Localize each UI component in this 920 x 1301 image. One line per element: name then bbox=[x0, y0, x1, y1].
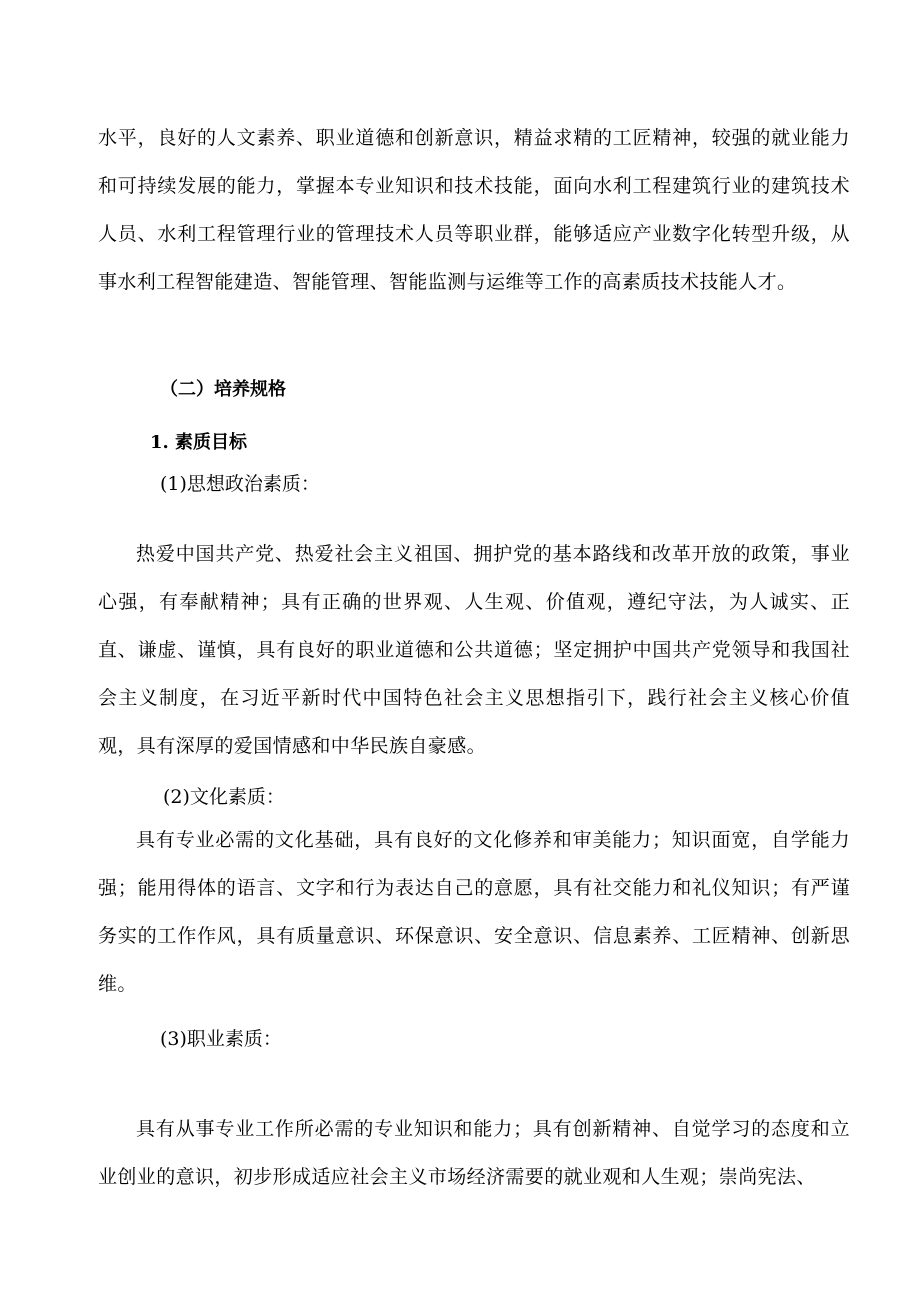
item-label-professional: (3)职业素质： bbox=[160, 1028, 282, 1050]
section-heading: （二）培养规格 bbox=[160, 379, 286, 400]
item-label-political: (1)思想政治素质： bbox=[160, 473, 320, 495]
item-text-cultural: 具有专业必需的文化基础，具有良好的文化修养和审美能力；知识面宽，自学能力强；能用得体的语言、文字和行为表达自己的意愿，具有社交能力和礼仪知识；有严谨务实的工作作风，具有质量意识、环保意识、安全意识、信息素养、工匠精神、创新思维。 bbox=[98, 829, 850, 995]
subsection-heading: 1. 素质目标 bbox=[150, 432, 248, 453]
item-label-cultural: (2)文化素质： bbox=[163, 786, 285, 808]
item-text-political: 热爱中国共产党、热爱社会主义祖国、拥护党的基本路线和改革开放的政策，事业心强，有奉献精神；具有正确的世界观、人生观、价值观，遵纪守法，为人诚实、正直、谦虚、谨慎，具有良好的职业道德和公共道德；坚定拥护中国共产党领导和我国社会主义制度，在习近平新时代中国特色社会主义思想指引下，践行社会主义核心价值观，具有深厚的爱国情感和中华民族自豪感。 bbox=[98, 543, 850, 757]
intro-paragraph: 水平，良好的人文素养、职业道德和创新意识，精益求精的工匠精神，较强的就业能力和可持续发展的能力，掌握本专业知识和技术技能，面向水利工程建筑行业的建筑技术人员、水利工程管理行业的管理技术人员等职业群，能够适应产业数字化转型升级，从事水利工程智能建造、智能管理、智能监测与运维等工作的高素质技术技能人才。 bbox=[98, 127, 850, 293]
item-text-professional: 具有从事专业工作所必需的专业知识和能力；具有创新精神、自觉学习的态度和立业创业的意识，初步形成适应社会主义市场经济需要的就业观和人生观；崇尚宪法、 bbox=[98, 1118, 850, 1188]
